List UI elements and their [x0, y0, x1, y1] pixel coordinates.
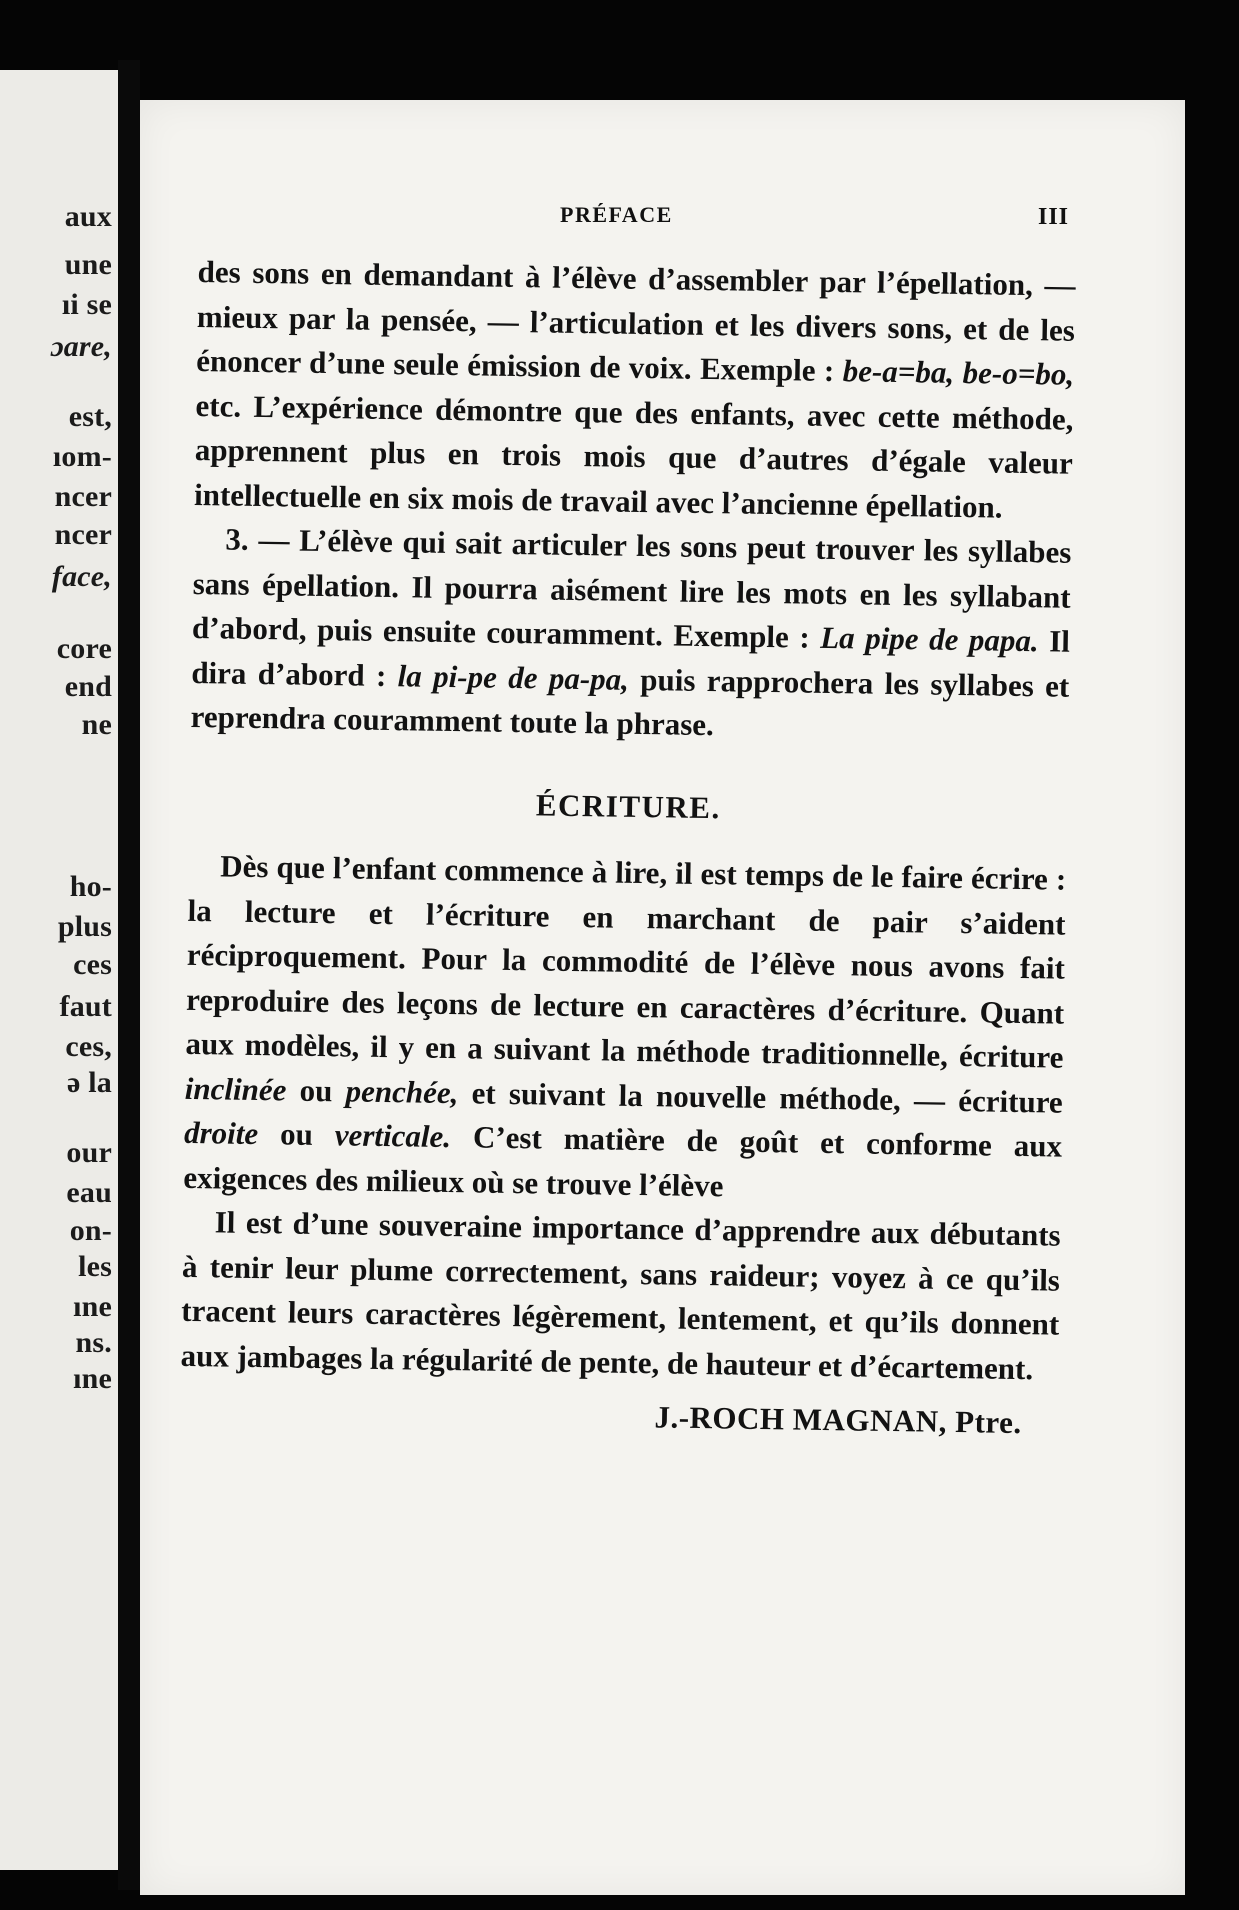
previous-page-line-fragment: ə la — [67, 1066, 112, 1099]
previous-page-line-fragment: ne — [81, 708, 112, 741]
paragraph-3-text-d: ou — [257, 1116, 336, 1153]
paragraph-2-example-2: la pi-pe de pa-pa, — [397, 657, 630, 697]
previous-page-line-fragment: ɔare, — [50, 330, 112, 363]
page — [140, 100, 1185, 1895]
previous-page-line-fragment: les — [78, 1250, 112, 1283]
previous-page-line-fragment: ho- — [69, 870, 112, 903]
paragraph-3-text-e: C’est matière de goût et conforme aux exigences des milieux où se trouve l’élève — [183, 1119, 1063, 1203]
paragraph-1-text-b: etc. L’expérience démontre que des enfants, avec cette méthode, apprennent plus en trois mois que d’autres d’égale valeur intellectuelle en six mois de travail avec l’ancienne épellation. — [193, 387, 1074, 525]
paragraph-2-example-1: La pipe de papa. — [819, 619, 1039, 659]
previous-page-line-fragment: ıom- — [52, 440, 112, 473]
paragraph-3-italic-2: penchée, — [345, 1072, 459, 1110]
previous-page-line-fragment: ncer — [54, 518, 112, 551]
paragraph-4 — [180, 1200, 1061, 1392]
paragraph-2-text-a: 3. — L’élève qui sait articuler les sons peut trouver les syllabes sans épellation. Il pourra aisément lire les mots en les syllabant d’abord, puis ensuite couramment. Exemple : — [191, 521, 1072, 655]
paragraph-4-text: Il est d’une souveraine importance d’apprendre aux débutants à tenir leur plume correctement, sans raideur; voyez à ce qu’ils tracent leurs caractères légèrement, lentement, et qu’ils donnent aux jambages la régularité de pente, de hauteur et d’écartement. — [180, 1204, 1061, 1386]
paragraph-1-text-a: des sons en demandant à l’élève d’assembler par l’épellation, — mieux par la pensée, — l’articulation et les divers sons, et de les énoncer d’une seule émission de voix. Exemple : — [195, 253, 1076, 389]
previous-page-line-fragment: end — [64, 670, 112, 703]
paragraph-3-text-a: Dès que l’enfant commence à lire, il est temps de le faire écrire : la lecture et l’écriture en marchant de pair s’aident réciproquement. Pour la commodité de l’élève nous avons fait reproduire des leçons de lecture en caractères d’écriture. Quant aux modèles, il y en a suivant la méthode traditionnelle, écriture — [185, 848, 1067, 1075]
previous-page-line-fragment: plus — [57, 910, 112, 943]
running-header — [140, 198, 1185, 238]
previous-page-line-fragment: our — [66, 1136, 112, 1169]
previous-page-fragment — [0, 70, 118, 1870]
previous-page-line-fragment: ncer — [54, 480, 112, 513]
previous-page-line-fragment: une — [64, 248, 112, 281]
paragraph-1 — [194, 250, 1076, 531]
previous-page-line-fragment: faut — [59, 990, 112, 1023]
paragraph-1-example: be-a=ba, be-o=bo, — [842, 353, 1075, 392]
paragraph-3-italic-3: droite — [183, 1114, 259, 1152]
paragraph-3-text-b: ou — [286, 1071, 346, 1108]
page-gutter — [118, 60, 140, 1890]
paragraph-3-italic-1: inclinée — [184, 1070, 287, 1107]
page-number: III — [1038, 204, 1070, 230]
previous-page-line-fragment: face, — [51, 560, 112, 593]
previous-page-line-fragment: eau — [66, 1176, 112, 1209]
paragraph-2-text-b: Il dira d’abord : — [191, 623, 1071, 693]
paragraph-2 — [190, 517, 1071, 753]
previous-page-line-fragment: ces, — [65, 1030, 112, 1063]
previous-page-line-fragment: on- — [69, 1214, 112, 1247]
previous-page-line-fragment: ces — [73, 948, 112, 981]
paragraph-3-italic-4: verticale. — [334, 1117, 452, 1155]
page-body — [179, 250, 1075, 1446]
previous-page-line-fragment: ns. — [75, 1326, 112, 1359]
previous-page-line-fragment: aux — [64, 200, 112, 233]
signature: J.-ROCH MAGNAN, Ptre. — [654, 1399, 1022, 1441]
previous-page-line-fragment: core — [56, 632, 112, 665]
previous-page-line-fragment: ıne — [73, 1362, 112, 1395]
paragraph-3 — [183, 844, 1066, 1214]
previous-page-line-fragment: ıne — [73, 1290, 112, 1323]
paragraph-2-text-c: puis rapprochera les syllabes et reprendra couramment toute la phrase. — [190, 661, 1070, 743]
previous-page-line-fragment: est, — [68, 400, 112, 433]
paragraph-3-text-c: et suivant la nouvelle méthode, — écriture — [458, 1074, 1064, 1120]
running-title: PRÉFACE — [560, 202, 673, 227]
previous-page-line-fragment: ıi se — [61, 288, 112, 321]
section-heading: ÉCRITURE. — [535, 786, 722, 825]
